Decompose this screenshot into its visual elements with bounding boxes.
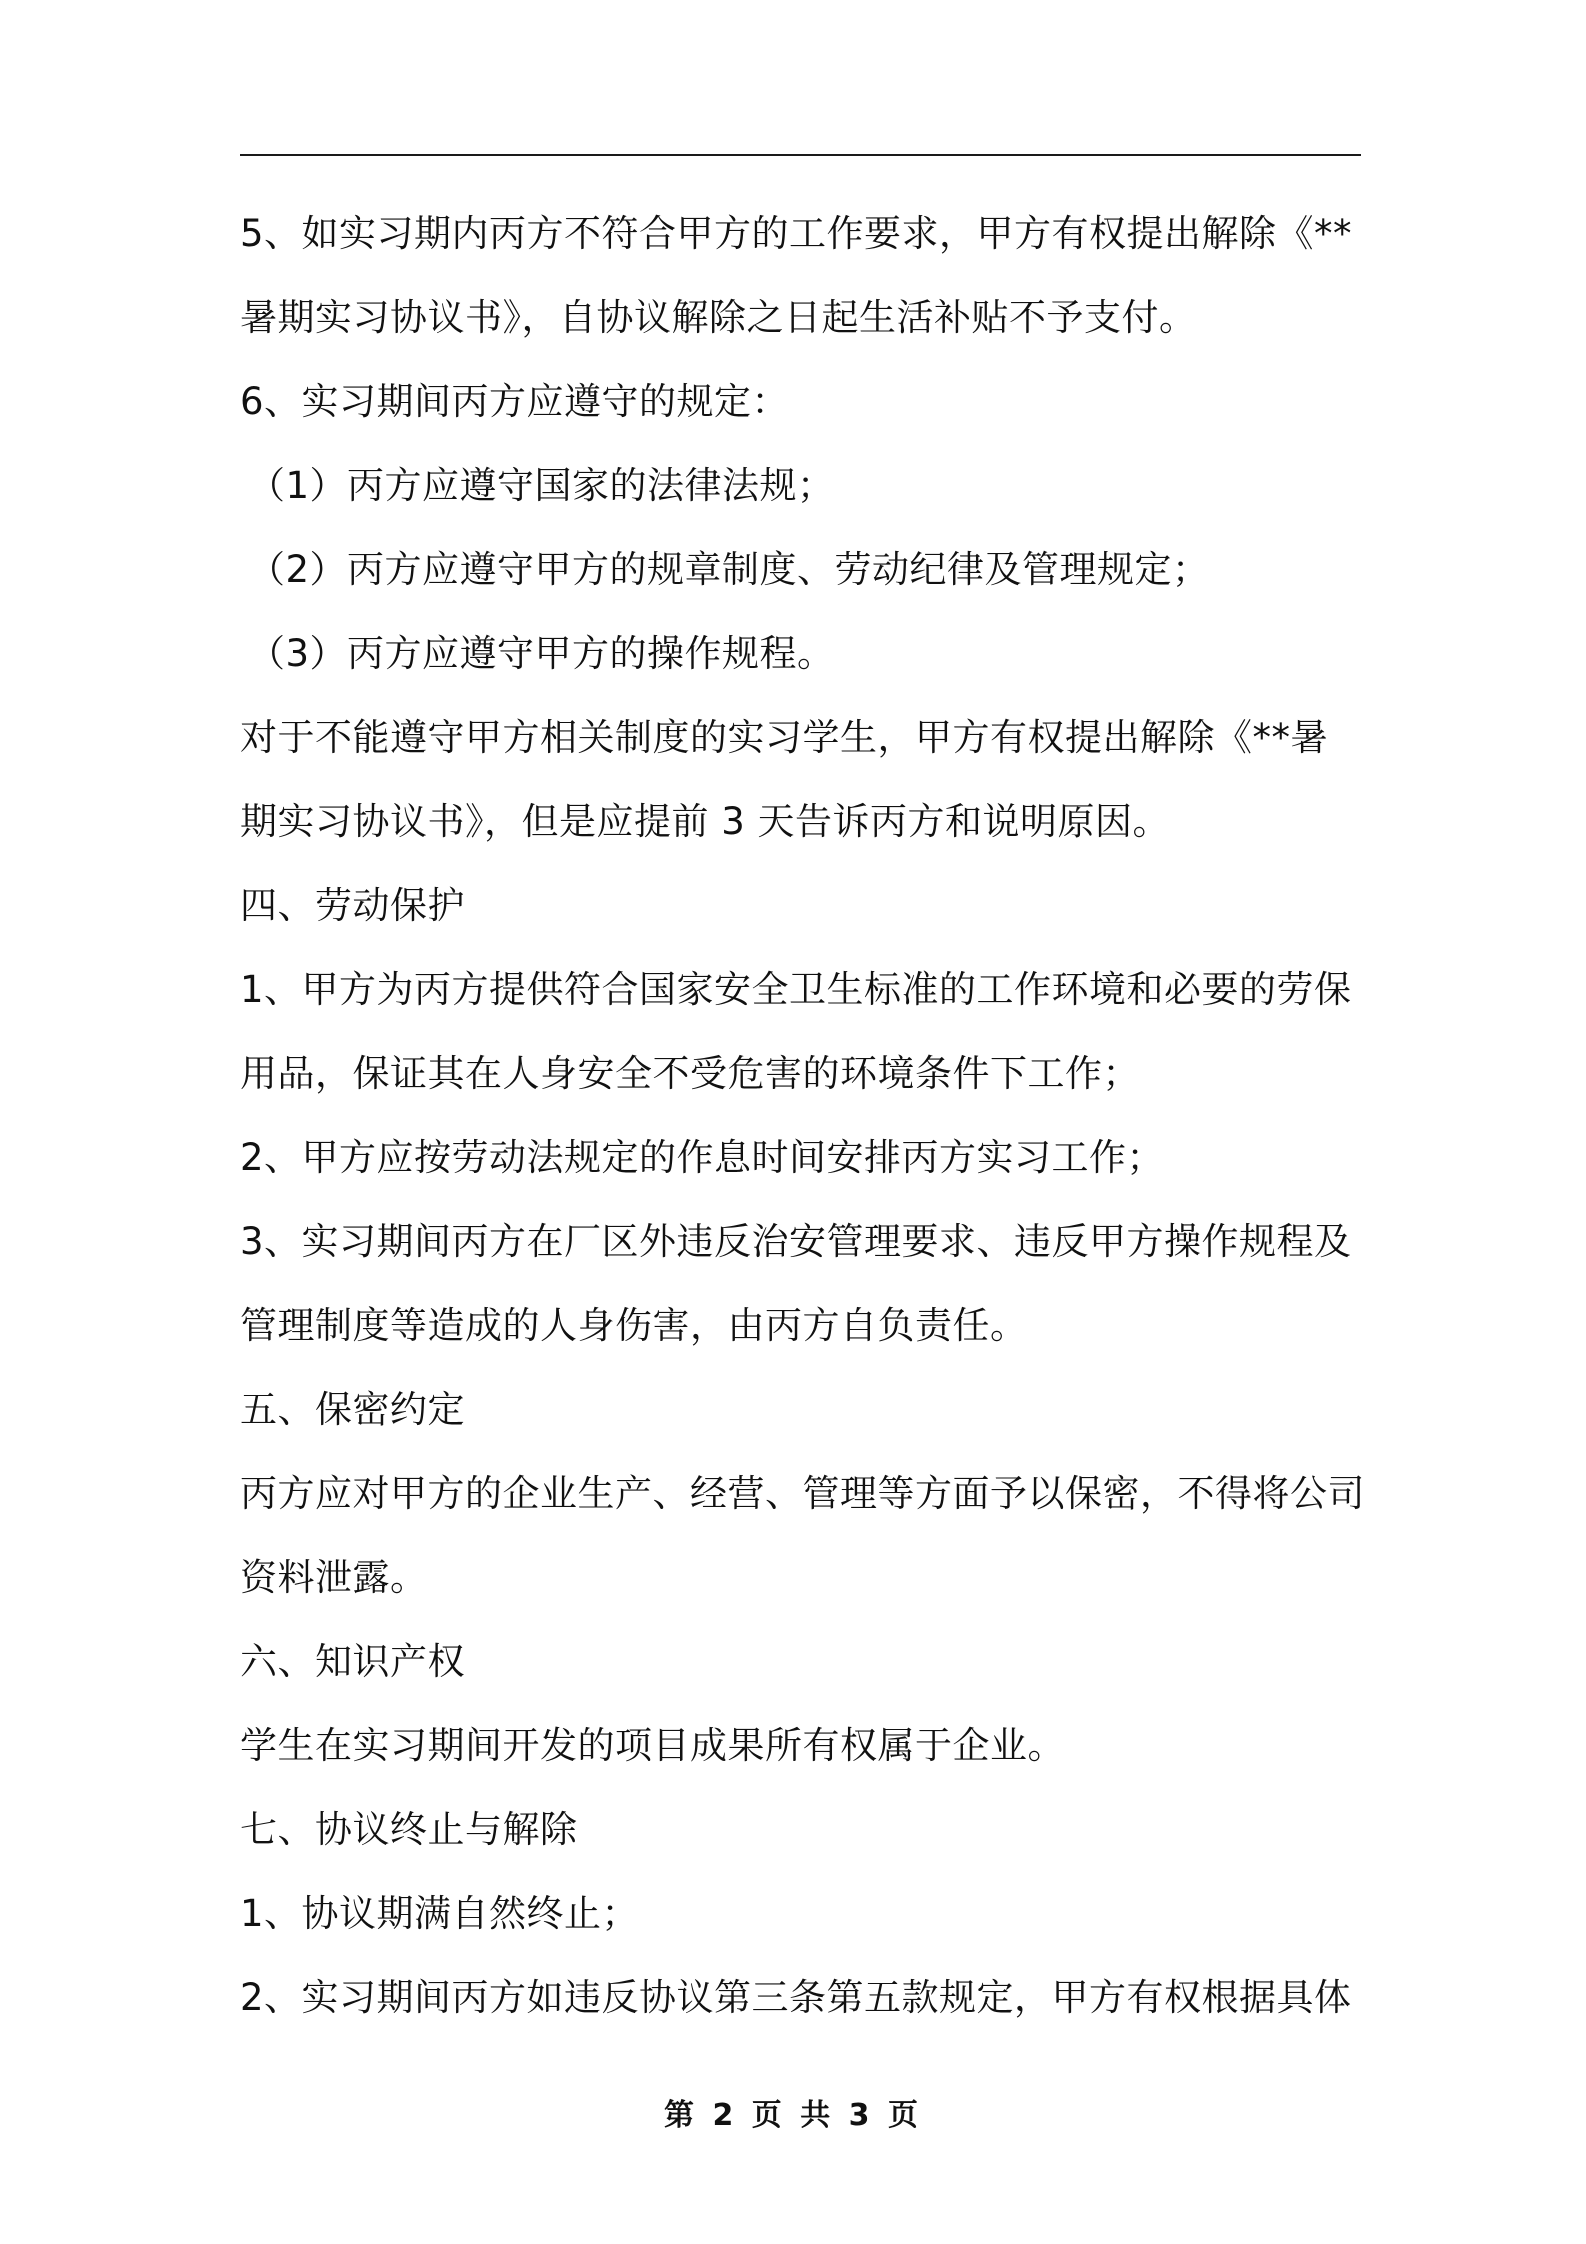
clause-3-5: 5、如实习期内丙方不符合甲方的工作要求，甲方有权提出解除《**暑期实习协议书》，自协议解除之日起生活补贴不予支付。: [240, 212, 1353, 339]
page-number-footer: 第 2 页 共 3 页: [664, 2098, 922, 2133]
section-heading-ip: 六、知识产权: [240, 1640, 465, 1683]
clause-7-2: 2、实习期间丙方如违反协议第三条第五款规定，甲方有权根据具体: [240, 1976, 1352, 2019]
clause-3-6-2: （2）丙方应遵守甲方的规章制度、劳动纪律及管理规定；: [248, 548, 1210, 591]
clause-5-confidentiality: 丙方应对甲方的企业生产、经营、管理等方面予以保密，不得将公司资料泄露。: [240, 1472, 1365, 1599]
clause-6-ip: 学生在实习期间开发的项目成果所有权属于企业。: [240, 1724, 1065, 1767]
section-heading-labor-protection: 四、劳动保护: [240, 884, 465, 927]
section-heading-confidentiality: 五、保密约定: [240, 1388, 465, 1431]
header-rule: [240, 154, 1361, 156]
clause-3-6: 6、实习期间丙方应遵守的规定：: [240, 380, 790, 423]
clause-3-6-1: （1）丙方应遵守国家的法律法规；: [248, 464, 835, 507]
section-heading-termination: 七、协议终止与解除: [240, 1808, 578, 1851]
clause-7-1: 1、协议期满自然终止；: [240, 1892, 640, 1935]
clause-3-termination-note: 对于不能遵守甲方相关制度的实习学生，甲方有权提出解除《**暑期实习协议书》，但是应提前 3 天告诉丙方和说明原因。: [240, 716, 1328, 843]
clause-4-2: 2、甲方应按劳动法规定的作息时间安排丙方实习工作；: [240, 1136, 1165, 1179]
clause-4-3: 3、实习期间丙方在厂区外违反治安管理要求、违反甲方操作规程及管理制度等造成的人身伤害，由丙方自负责任。: [240, 1220, 1352, 1347]
clause-4-1: 1、甲方为丙方提供符合国家安全卫生标准的工作环境和必要的劳保用品，保证其在人身安全不受危害的环境条件下工作；: [240, 968, 1352, 1095]
clause-3-6-3: （3）丙方应遵守甲方的操作规程。: [248, 632, 835, 675]
document-body: [240, 192, 1365, 2040]
